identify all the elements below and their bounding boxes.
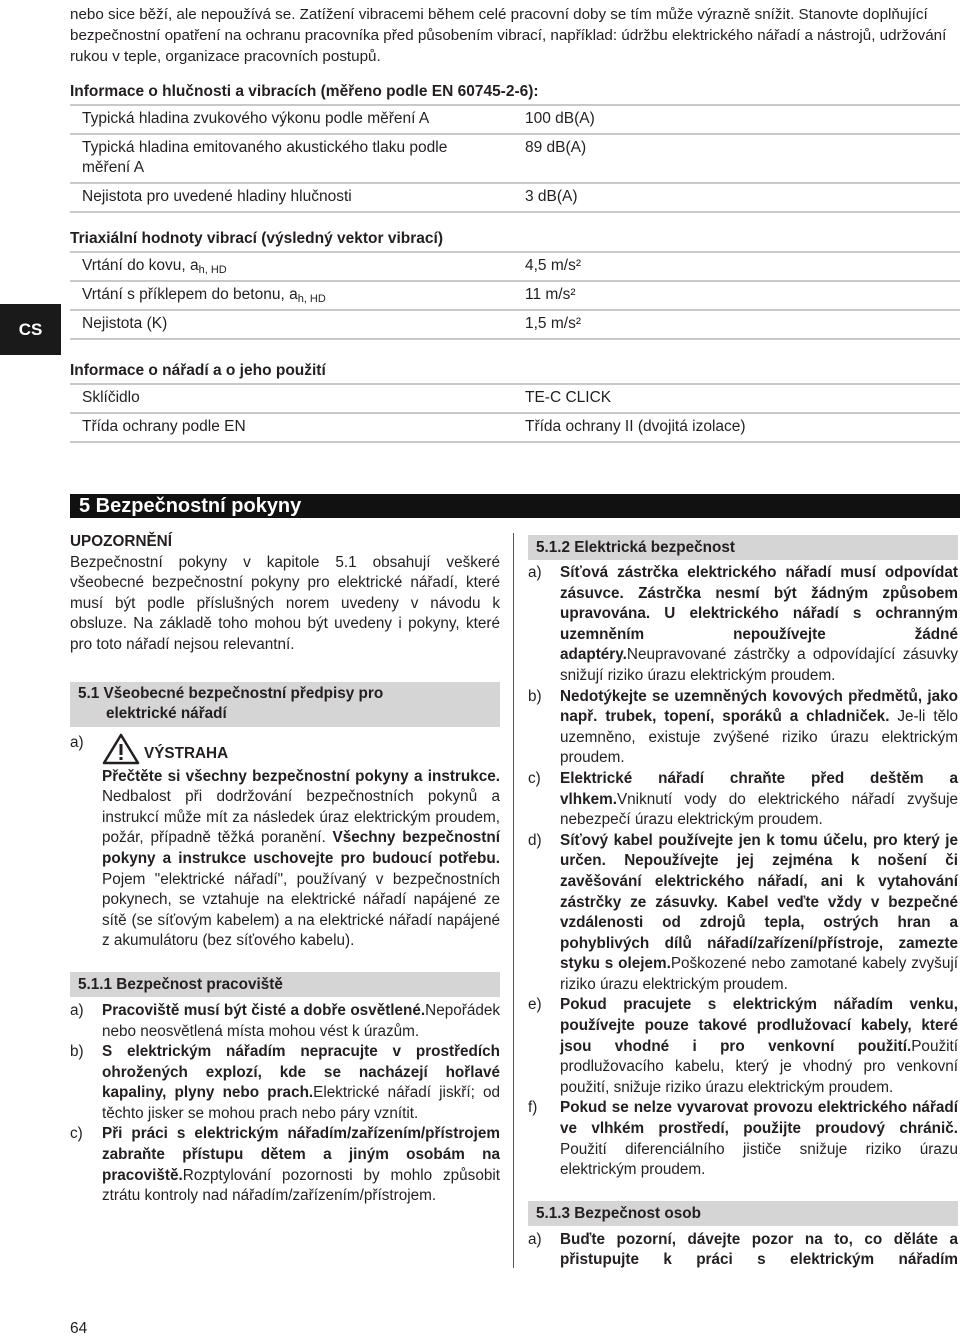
item-text xyxy=(560,687,958,769)
bold-text: Elektrické nářadí chraňte před deštěm a vlhkem. xyxy=(560,769,958,808)
item-text xyxy=(102,1042,500,1124)
bold-text: Síťová zástrčka elektrického nářadí musí odpovídat zásuvce. Zástrčka nesmí být žádným způsobem upravována. U elektrického nářadí s ochranným uzemněním nepoužívejte žádné adaptéry. xyxy=(560,564,958,664)
list-item xyxy=(528,831,958,996)
section-5-1-2-title: 5.1.2 Elektrická bezpečnost xyxy=(528,535,958,560)
table-cell: Typická hladina zvukového výkonu podle měření A xyxy=(70,105,515,134)
notice-text: Bezpečnostní pokyny v kapitole 5.1 obsahují veškeré všeobecné bezpečnostní pokyny pro elektrické nářadí, které musí být podle příslušných norem uvedeny v návodu k obsluze. Na základě toho mohou být uvedeny i pokyny, které pro toto nářadí nejsou relevantní. xyxy=(70,553,500,653)
item-text xyxy=(560,769,958,831)
list-item xyxy=(528,995,958,1098)
body-text: Nepořádek nebo neosvětlená místa mohou vést k úrazům. xyxy=(102,1001,500,1040)
s511-list xyxy=(70,1001,500,1207)
section-title-line: elektrické nářadí xyxy=(106,705,227,723)
table-row xyxy=(70,384,960,413)
body-text: Poškozené nebo zamotané kabely zvyšují riziko úrazu elektrickým proudem. xyxy=(560,955,958,993)
table-row xyxy=(70,252,960,281)
body-text: Použití prodlužovacího kabelu, který je vhodný pro venkovní použití, snižuje riziko úrazu elektrickým proudem. xyxy=(560,1037,958,1096)
table-cell: 100 dB(A) xyxy=(515,105,960,134)
item-text xyxy=(102,1001,500,1042)
bold-text: Buďte pozorní, dávejte pozor na to, co děláte a přistupujte k práci s elektrickým nářadím xyxy=(560,1230,958,1269)
vibration-table xyxy=(70,251,960,340)
warning-triangle-icon xyxy=(102,733,140,765)
bold-text: Přečtěte si všechny bezpečnostní pokyny a instrukce. xyxy=(102,767,500,785)
list-item xyxy=(528,769,958,831)
item-label: a) xyxy=(70,1001,84,1019)
bold-text: Síťový kabel používejte jen k tomu účelu, pro který je určen. Nepoužívejte jej zejména k nošení či zavěšování elektrického nářadí, ani k vytahování zástrčky ze zásuvky. Kabel veďte vždy v bezpečné vzdálenosti od zdrojů tepla, ostrých hran a pohyblivých dílů nářadí/zařízení/přístroje, zamezte styku s olejem. xyxy=(560,831,958,973)
s512-list xyxy=(528,563,958,1181)
list-item xyxy=(528,1230,958,1271)
item-label: c) xyxy=(70,1125,83,1143)
bold-text: Při práci s elektrickým nářadím/zařízením/přístrojem zabraňte přístupu dětem a jiným osobám na pracoviště. xyxy=(102,1125,500,1184)
table-row xyxy=(70,413,960,442)
item-text xyxy=(560,995,958,1098)
item-label: b) xyxy=(70,1043,84,1061)
subscript: h, HD xyxy=(198,264,227,276)
bold-text: Nedotýkejte se uzemněných kovových předmětů, jako např. trubek, topení, sporáků a chladniček. xyxy=(560,687,958,726)
bold-text: Všechny bezpečnostní pokyny a instrukce uschovejte pro budoucí potřebu. xyxy=(102,829,500,867)
item-text xyxy=(560,563,958,687)
bold-text: Pracoviště musí být čisté a dobře osvětlené. xyxy=(102,1001,426,1019)
vibration-heading: Triaxiální hodnoty vibrací (výsledný vektor vibrací) xyxy=(70,230,443,247)
table-row xyxy=(70,134,960,183)
list-item xyxy=(70,1001,500,1042)
section-5-title: 5 Bezpečnostní pokyny xyxy=(70,494,960,518)
item-label: b) xyxy=(528,687,542,705)
notice-title: UPOZORNĚNÍ xyxy=(70,533,172,550)
item-label: a) xyxy=(70,733,84,751)
warning-label: VÝSTRAHA xyxy=(144,744,229,762)
item-text xyxy=(560,1098,958,1180)
item-text xyxy=(102,1124,500,1206)
cell-text: Vrtání s příklepem do betonu, a xyxy=(82,286,298,303)
warning-body xyxy=(102,733,500,952)
subscript: h, HD xyxy=(297,293,326,305)
table-cell: Třída ochrany II (dvojitá izolace) xyxy=(515,413,960,442)
body-text: Vniknutí vody do elektrického nářadí zvyšuje nebezpečí úrazu elektrickým proudem. xyxy=(560,790,958,829)
table-cell: Sklíčidlo xyxy=(70,384,515,413)
list-item xyxy=(70,1042,500,1124)
item-label: e) xyxy=(528,996,542,1014)
left-column xyxy=(70,532,500,1207)
table-cell xyxy=(70,281,515,310)
intro-paragraph: nebo sice běží, ale nepoužívá se. Zatížení vibracemi během celé pracovní doby se tím může výrazně snížit. Stanovte doplňující bezpečnostní opatření na ochranu pracovníka před působením vibrací, například: údržbu elektrického nářadí a nástrojů, udržování rukou v teple, organizace pracovních postupů. xyxy=(70,6,947,65)
warning-heading xyxy=(102,733,500,765)
table-cell: Typická hladina emitovaného akustického tlaku podle měření A xyxy=(70,134,515,183)
table-row xyxy=(70,310,960,339)
section-5-1-1-title: 5.1.1 Bezpečnost pracoviště xyxy=(70,972,500,997)
warning-text xyxy=(102,767,500,952)
warning-item xyxy=(70,733,500,952)
body-text: Elektrické nářadí jiskří; od těchto jisker se mohou prach nebo páry vznítit. xyxy=(102,1084,500,1122)
column-divider xyxy=(513,533,514,1268)
table-cell: 1,5 m/s² xyxy=(515,310,960,339)
item-label: f) xyxy=(528,1099,538,1117)
table-row xyxy=(70,183,960,212)
table-cell: 89 dB(A) xyxy=(515,134,960,183)
table-cell xyxy=(70,252,515,281)
item-text xyxy=(560,1230,958,1271)
table-cell: Nejistota (K) xyxy=(70,310,515,339)
page-number: 64 xyxy=(70,1320,88,1337)
table-row xyxy=(70,281,960,310)
table-cell: TE‑C CLICK xyxy=(515,384,960,413)
bold-text: Pokud se nelze vyvarovat provozu elektrického nářadí ve vlhkém prostředí, použijte proudový chránič. xyxy=(560,1099,958,1138)
tool-info-heading: Informace o nářadí a o jeho použití xyxy=(70,362,326,379)
body-text: Neupravované zástrčky a odpovídající zásuvky snižují riziko úrazu elektrickým proudem. xyxy=(560,646,958,684)
table-cell: 11 m/s² xyxy=(515,281,960,310)
table-cell: 4,5 m/s² xyxy=(515,252,960,281)
item-label: a) xyxy=(528,1230,542,1248)
body-text: Nedbalost při dodržování bezpečnostních pokynů a instrukcí může mít za následek úraz elektrickým proudem, požár, případně těžká poranění. xyxy=(102,788,500,847)
noise-table xyxy=(70,104,960,213)
table-cell: 3 dB(A) xyxy=(515,183,960,212)
right-column xyxy=(528,535,958,1271)
item-label: d) xyxy=(528,831,542,849)
body-text: Použití diferenciálního jističe snižuje riziko úrazu elektrickým proudem. xyxy=(560,1140,958,1179)
bold-text: Pokud pracujete s elektrickým nářadím venku, používejte pouze takové prodlužovací kabely, které jsou vhodné i pro venkovní použití. xyxy=(560,996,958,1055)
item-text xyxy=(560,831,958,996)
body-text: Pojem "elektrické nářadí", používaný v bezpečnostních pokynech, se vztahuje na elektrické nářadí napájené ze sítě (se síťovým kabelem) a na elektrické nářadí napájené z akumulátoru (bez síťového kabelu). xyxy=(102,870,500,950)
bold-text: S elektrickým nářadím nepracujte v prostředích ohrožených explozí, kde se nacházejí hořlavé kapaliny, plyny nebo prach. xyxy=(102,1043,500,1102)
list-item xyxy=(70,1124,500,1206)
noise-heading: Informace o hlučnosti a vibracích (měřeno podle EN 60745‑2‑6): xyxy=(70,83,539,100)
list-item xyxy=(528,563,958,687)
body-text: Rozptylování pozornosti by mohlo způsobit ztrátu kontroly nad nářadím/zařízením/přístrojem. xyxy=(102,1166,500,1205)
table-cell: Nejistota pro uvedené hladiny hlučnosti xyxy=(70,183,515,212)
tool-info-table xyxy=(70,383,960,443)
table-cell: Třída ochrany podle EN xyxy=(70,413,515,442)
list-item xyxy=(528,687,958,769)
item-label: a) xyxy=(528,564,542,581)
section-5-1-3-title: 5.1.3 Bezpečnost osob xyxy=(528,1201,958,1226)
language-tab: CS xyxy=(0,304,61,355)
cell-text: Vrtání do kovu, a xyxy=(82,257,199,274)
s513-list xyxy=(528,1230,958,1271)
section-title-line: 5.1 Všeobecné bezpečnostní předpisy pro xyxy=(78,684,384,702)
section-5-1-title xyxy=(70,682,500,727)
body-text: Je-li tělo uzemněno, existuje zvýšené riziko úrazu elektrickým proudem. xyxy=(560,708,958,767)
list-item xyxy=(528,1098,958,1180)
table-row xyxy=(70,105,960,134)
item-label: c) xyxy=(528,769,541,787)
